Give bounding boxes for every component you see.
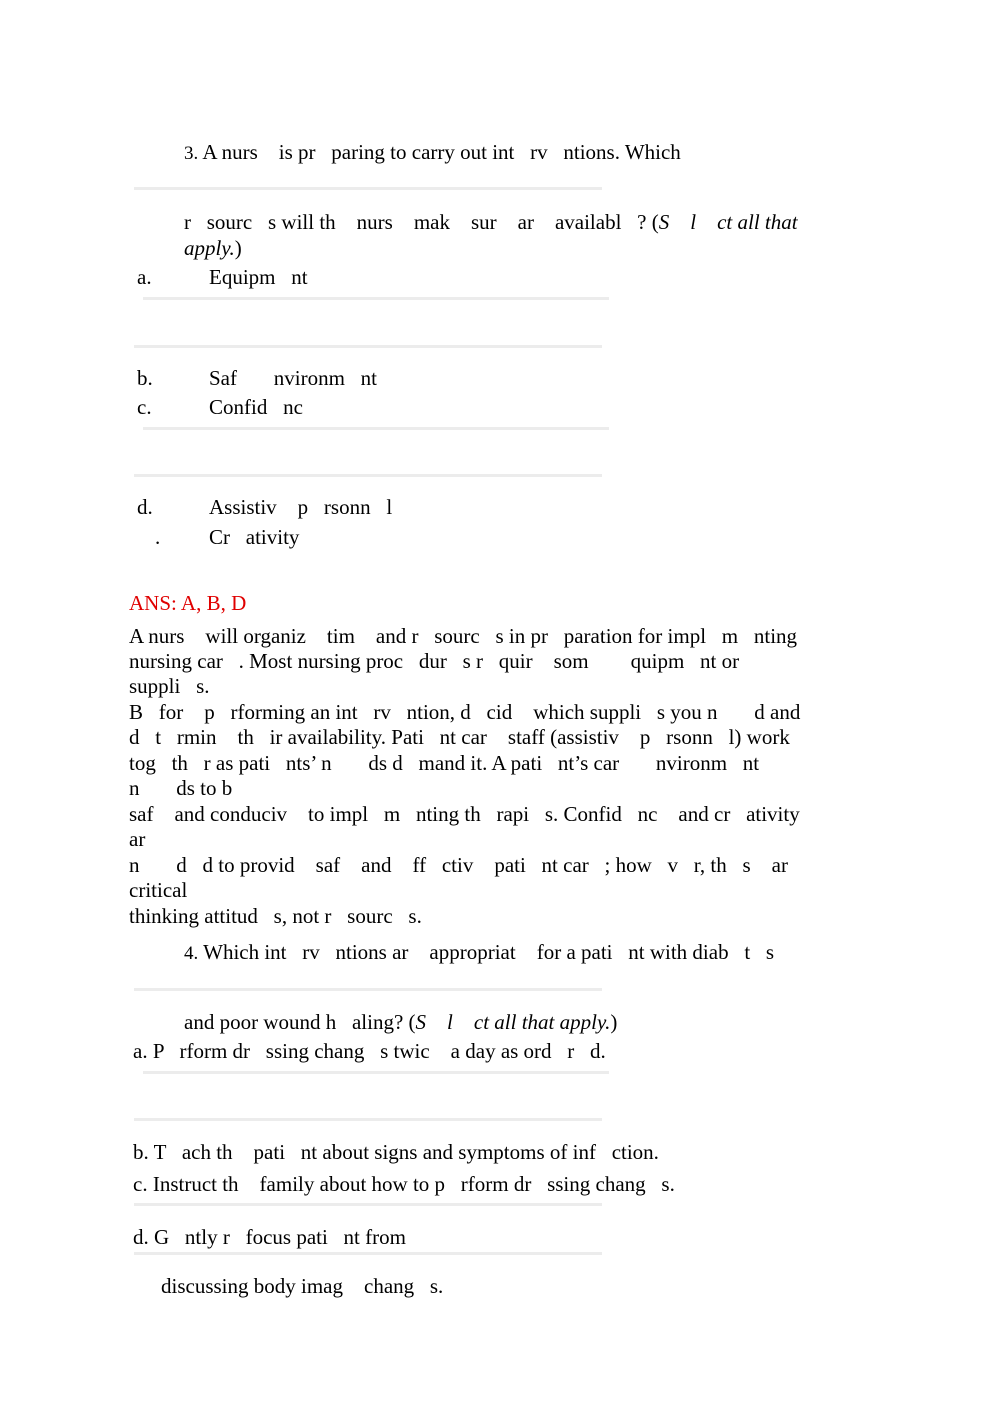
q3-answer: ANS: A, B, D	[129, 591, 247, 615]
q3-stem-line-3: apply.)	[184, 236, 242, 260]
q4-stem-line-1: 4. Which int rv ntions ar appropriat for a pati nt with diab t s	[184, 940, 775, 964]
q3-rationale-line: thinking attitud s, not r sourc s.	[129, 904, 422, 928]
divider	[134, 988, 602, 991]
divider	[143, 1071, 609, 1074]
q3-stem-line-2: r sourc s will th nurs mak sur ar availabl ? (S l ct all that	[184, 210, 798, 234]
divider	[134, 1203, 602, 1206]
q3-rationale-line: ar	[129, 827, 146, 851]
q3-rationale-line: nursing car . Most nursing proc dur s r quir som quipm nt or	[129, 649, 740, 673]
q4-option-d-continued: discussing body imag chang s.	[161, 1274, 444, 1298]
q3-rationale-line: A nurs will organiz tim and r sourc s in pr paration for impl m nting	[129, 624, 798, 648]
q3-option-text-e: Cr ativity	[209, 525, 300, 549]
divider	[143, 297, 609, 300]
q3-option-text-d: Assistiv p rsonn l	[209, 495, 393, 519]
divider	[134, 474, 602, 477]
q3-rationale-line: tog th r as pati nts’ n ds d mand it. A pati nt’s car nvironm nt	[129, 751, 760, 775]
q3-option-letter-d: d.	[137, 495, 153, 519]
q3-stem-line-1: 3. A nurs is pr paring to carry out int rv ntions. Which	[184, 140, 681, 164]
q3-option-text-c: Confid nc	[209, 395, 303, 419]
q3-option-letter-b: b.	[137, 366, 153, 390]
q4-option-b: b. T ach th pati nt about signs and symptoms of inf ction.	[133, 1140, 659, 1164]
q3-rationale-line: suppli s.	[129, 674, 210, 698]
q3-rationale-line: n ds to b	[129, 776, 233, 800]
q4-option-a: a. P rform dr ssing chang s twic a day as ord r d.	[133, 1039, 606, 1063]
q3-option-text-b: Saf nvironm nt	[209, 366, 377, 390]
q3-option-text-a: Equipm nt	[209, 265, 308, 289]
q3-option-letter-e: .	[155, 525, 161, 549]
q4-option-d: d. G ntly r focus pati nt from	[133, 1225, 406, 1249]
q3-rationale-line: critical	[129, 878, 188, 902]
q4-number: 4.	[184, 943, 199, 964]
q3-option-letter-c: c.	[137, 395, 152, 419]
divider	[143, 427, 609, 430]
q3-rationale-line: B for p rforming an int rv ntion, d cid which suppli s you n d and	[129, 700, 801, 724]
q4-option-c: c. Instruct th family about how to p rform dr ssing chang s.	[133, 1172, 675, 1196]
q3-number: 3.	[184, 143, 199, 164]
q4-stem-line-2: and poor wound h aling? (S l ct all that apply.)	[184, 1010, 618, 1034]
divider	[134, 1118, 602, 1121]
divider	[134, 187, 602, 190]
q3-option-letter-a: a.	[137, 265, 152, 289]
divider	[134, 1252, 602, 1255]
q3-rationale-line: n d d to provid saf and ff ctiv pati nt car ; how v r, th s ar	[129, 853, 788, 877]
q3-rationale-line: saf and conduciv to impl m nting th rapi s. Confid nc and cr ativity	[129, 802, 800, 826]
divider	[134, 345, 602, 348]
q3-rationale-line: d t rmin th ir availability. Pati nt car staff (assistiv p rsonn l) work	[129, 725, 790, 749]
